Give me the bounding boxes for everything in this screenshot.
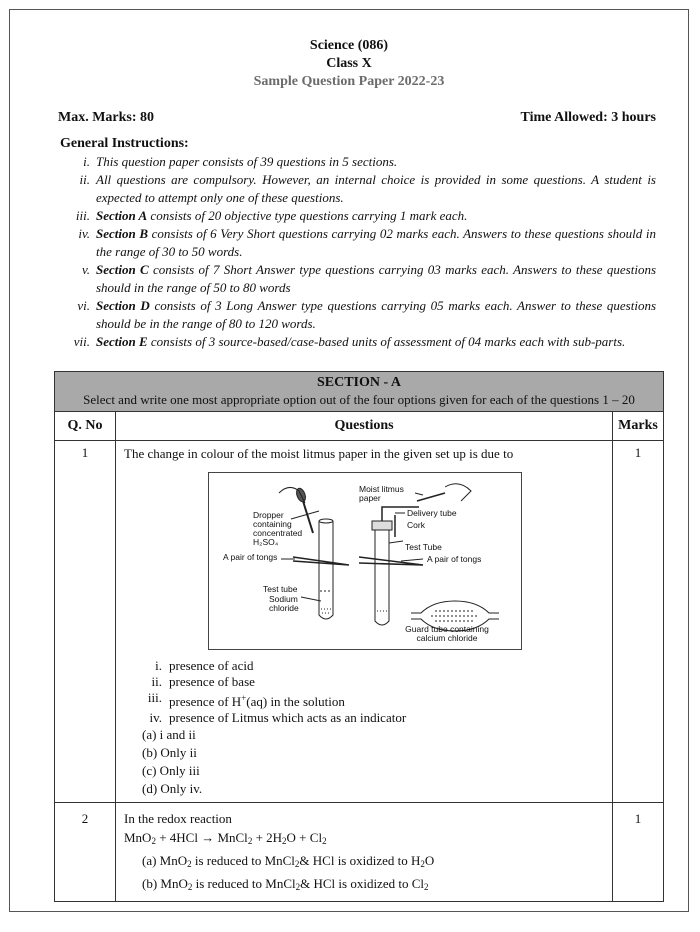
label-tongs-left: A pair of tongs [223,552,278,562]
statement-list [134,658,604,726]
question-body [116,803,613,902]
label-delivery-tube: Delivery tube [407,508,457,518]
max-marks: Max. Marks: 80 [58,110,155,125]
instructions-list [50,153,656,351]
label-cork: Cork [407,520,425,530]
choice-c[interactable]: (c) Only iii [142,763,200,778]
choice-d[interactable]: (d) Only iv. [142,781,203,796]
statement-item: ii. presence of base [151,674,255,689]
time-allowed: Time Allowed: 3 hours [520,110,656,125]
question-marks: 1 [613,803,664,902]
instruction-item: vii. Section E consists of 3 source-based/case-based units of assessment of 04 marks each with sub-parts. [73,334,626,349]
general-instructions-heading: General Instructions: [60,136,189,151]
question-paper-page [9,9,689,912]
class-title: Class X [326,56,372,71]
instruction-item: iv. Section B consists of 6 Very Short questions carrying 02 marks each. Answers to these questions should in the range of 30 to 50 words. [78,226,656,259]
label-tongs-right: A pair of tongs [427,554,482,564]
apparatus-figure [208,472,522,650]
question-marks: 1 [613,441,664,803]
question-body [116,441,613,803]
label-guard-tube: Guard tube containing calcium chloride [405,624,489,643]
choice-a[interactable]: (a) MnO$_2$ is reduced to MnCl$_2$& HCl is oxidized to $H_2O$ [142,853,435,869]
label-dropper: Dropper containing concentrated H₂SO₄ [253,510,303,547]
choice-b[interactable]: (b) MnO$_2$ is reduced to MnCl$_2$& HCl is oxidized to $Cl_2$ [142,876,429,892]
paper-title: Sample Question Paper 2022-23 [253,74,445,89]
statement-item: iv. presence of Litmus which acts as an indicator [149,710,407,725]
question-number: 2 [55,803,116,902]
label-test-tube-left: Test tube [263,584,298,594]
section-a-banner [55,372,664,412]
table-row [55,441,664,803]
question-number: 1 [55,441,116,803]
choice-b[interactable]: (b) Only ii [142,745,197,760]
col-header-marks: Marks [613,412,664,441]
question-text: In the redox reaction [124,811,232,826]
table-row [55,803,664,902]
col-header-questions: Questions [116,412,613,441]
label-moist-litmus: Moist litmus paper [359,484,404,503]
instruction-item: v. Section C consists of 7 Short Answer type questions carrying 03 marks each. Answers to these questions should in the range of 50 to 80 words [81,262,656,295]
subject-title: Science (086) [309,38,389,53]
answer-choices [142,726,604,798]
label-sodium-chloride: Sodium chloride [269,594,299,613]
instruction-item: i. This question paper consists of 39 questions in 5 sections. [83,154,398,169]
reaction-equation: MnO$_2$ + 4HCl → MnCl$_2$ + $2H_2O + Cl_2$ [124,830,327,846]
answer-choices [142,851,604,897]
questions-table [54,371,664,902]
label-test-tube-right: Test Tube [405,542,442,552]
instruction-item: ii. All questions are compulsory. However, an internal choice is provided in some questions. A student is expected to attempt only one of these questions. [79,172,656,205]
section-a-instruction: Select and write one most appropriate option out of the four options given for each of the questions 1 – 20 [83,392,635,407]
instruction-item: vi. Section D consists of 3 Long Answer type questions carrying 05 marks each. Answer to these questions should be in the range of 80 to 120 words. [77,298,656,331]
statement-item: i. presence of acid [155,658,254,673]
statement-item: iii. presence of H+(aq) in the solution [147,690,345,709]
instruction-item: iii. Section A consists of 20 objective type questions carrying 1 mark each. [75,208,468,223]
choice-a[interactable]: (a) i and ii [142,727,196,742]
col-header-qno: Q. No [55,412,116,441]
section-a-title: SECTION - A [316,375,402,390]
question-text: The change in colour of the moist litmus paper in the given set up is due to [124,446,514,461]
